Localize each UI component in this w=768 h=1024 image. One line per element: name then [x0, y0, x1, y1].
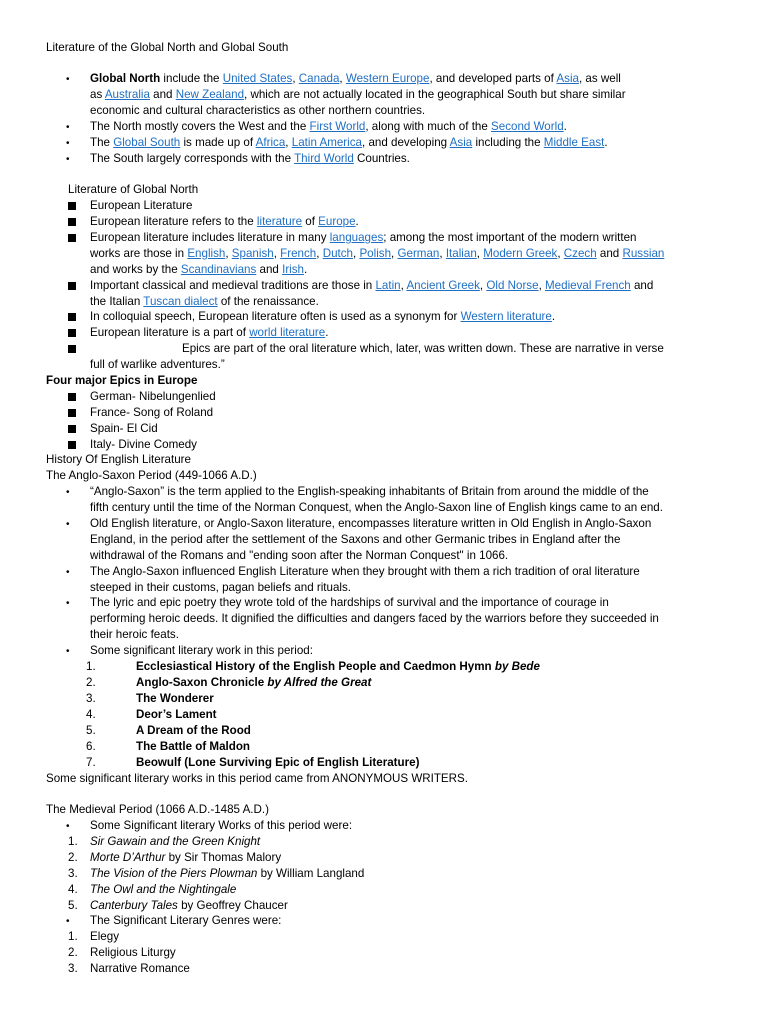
- square-bullet-icon: [68, 313, 76, 321]
- list-number: 2.: [68, 851, 78, 864]
- text-run: Canterbury Tales: [90, 899, 178, 912]
- hyperlink[interactable]: Australia: [104, 88, 150, 101]
- intro-line: [90, 103, 425, 119]
- text-run: The South largely corresponds with the: [90, 152, 295, 165]
- text-run: including the: [472, 136, 544, 149]
- anglo-line: Some significant literary work in this period:: [90, 644, 313, 657]
- text-run: , as well: [578, 72, 621, 85]
- epics-heading: Four major Epics in Europe: [46, 374, 198, 387]
- text-run: of: [302, 215, 319, 228]
- hyperlink[interactable]: Asia: [556, 72, 579, 85]
- intro-line: [90, 87, 626, 103]
- text-run: by Geoffrey Chaucer: [177, 899, 288, 912]
- square-bullet-icon: [68, 234, 76, 242]
- hyperlink[interactable]: Middle East: [543, 136, 605, 149]
- text-run: ,: [339, 72, 346, 85]
- bullet-icon: •: [66, 138, 70, 149]
- genre-item: Narrative Romance: [90, 962, 190, 975]
- text-run: ; among the most important of the modern written: [383, 231, 637, 244]
- north-item: [90, 309, 555, 325]
- hyperlink[interactable]: Ancient Greek: [406, 279, 480, 292]
- anglo-work: [136, 739, 250, 755]
- medieval-work: [90, 850, 281, 866]
- north-item: [90, 294, 319, 310]
- list-number: 1.: [68, 835, 78, 848]
- epic-item: Spain- El Cid: [90, 422, 158, 435]
- list-number: 2.: [86, 676, 96, 689]
- text-run: The Vision of the Piers Plowman: [90, 867, 258, 880]
- text-run: is made up of: [180, 136, 256, 149]
- list-number: 2.: [68, 946, 78, 959]
- hyperlink[interactable]: literature: [256, 215, 303, 228]
- intro-line: [90, 119, 567, 135]
- epic-item: German- Nibelungenlied: [90, 390, 216, 403]
- square-bullet-icon: [68, 425, 76, 433]
- square-bullet-icon: [68, 202, 76, 210]
- hyperlink[interactable]: Irish: [282, 263, 304, 276]
- hyperlink[interactable]: Spanish: [231, 247, 274, 260]
- text-run: The: [90, 136, 114, 149]
- text-run: European literature refers to the: [90, 215, 257, 228]
- anglo-line: fifth century until the time of the Norman Conquest, when the Anglo-Saxon line of English kings came to an end.: [90, 501, 663, 514]
- text-run: of the renaissance.: [217, 295, 319, 308]
- document-title: Literature of the Global North and Global South: [46, 41, 289, 54]
- bullet-icon: •: [66, 154, 70, 165]
- square-bullet-icon: [68, 329, 76, 337]
- bullet-icon: •: [66, 519, 70, 530]
- hyperlink[interactable]: languages: [329, 231, 384, 244]
- list-number: 3.: [68, 867, 78, 880]
- anglo-work: [136, 707, 217, 723]
- anglo-line: steeped in their customs, pagan beliefs and rituals.: [90, 581, 352, 594]
- text-run: ,: [538, 279, 546, 292]
- text-run: , along with much of the: [365, 120, 492, 133]
- text-run: Deor’s Lament: [136, 708, 217, 721]
- bullet-icon: •: [66, 567, 70, 578]
- text-run: The Wonderer: [136, 692, 214, 705]
- hyperlink[interactable]: Russian: [622, 247, 665, 260]
- square-bullet-icon: [68, 393, 76, 401]
- list-number: 5.: [86, 724, 96, 737]
- text-run: Sir Gawain and the Green Knight: [90, 835, 261, 848]
- text-run: , and developing: [362, 136, 450, 149]
- text-run: European literature is a part of: [90, 326, 250, 339]
- hyperlink[interactable]: Asia: [449, 136, 473, 149]
- medieval-work: [90, 866, 364, 882]
- text-run: .: [551, 310, 556, 323]
- text-run: ,: [476, 247, 484, 260]
- north-item: [90, 214, 359, 230]
- bullet-icon: •: [66, 122, 70, 133]
- hyperlink[interactable]: Europe: [318, 215, 356, 228]
- text-run: The Owl and the Nightingale: [90, 883, 237, 896]
- text-run: The Battle of Maldon: [136, 740, 251, 753]
- hyperlink[interactable]: Modern Greek: [483, 247, 558, 260]
- text-run: the Italian: [90, 295, 144, 308]
- history-heading: History Of English Literature: [46, 453, 191, 466]
- text-run: Anglo-Saxon Chronicle: [136, 676, 268, 689]
- text-run: The North mostly covers the West and the: [90, 120, 310, 133]
- epic-item: Italy- Divine Comedy: [90, 438, 197, 451]
- text-run: ,: [353, 247, 360, 260]
- text-run: ,: [285, 136, 292, 149]
- text-run: by Sir Thomas Malory: [165, 851, 282, 864]
- text-run: ,: [479, 279, 487, 292]
- north-item: [182, 341, 664, 357]
- text-run: by Bede: [494, 660, 540, 673]
- anglo-work: [136, 723, 251, 739]
- text-run: and: [596, 247, 623, 260]
- text-run: by William Langland: [257, 867, 365, 880]
- text-run: as: [90, 88, 105, 101]
- text-run: A Dream of the Rood: [136, 724, 251, 737]
- hyperlink[interactable]: Latin America: [291, 136, 362, 149]
- square-bullet-icon: [68, 282, 76, 290]
- list-number: 1.: [68, 930, 78, 943]
- list-number: 6.: [86, 740, 96, 753]
- hyperlink[interactable]: Italian: [445, 247, 477, 260]
- text-run: include the: [160, 72, 223, 85]
- list-number: 5.: [68, 899, 78, 912]
- list-number: 4.: [86, 708, 96, 721]
- square-bullet-icon: [68, 409, 76, 417]
- text-run: ,: [292, 72, 299, 85]
- hyperlink[interactable]: Scandinavians: [180, 263, 257, 276]
- bullet-icon: •: [66, 74, 70, 85]
- list-number: 7.: [86, 756, 96, 769]
- text-run: Countries.: [353, 152, 410, 165]
- bullet-icon: •: [66, 598, 70, 609]
- hyperlink[interactable]: Global South: [113, 136, 181, 149]
- hyperlink[interactable]: Latin: [375, 279, 401, 292]
- hyperlink[interactable]: Old Norse: [486, 279, 539, 292]
- medieval-heading: The Medieval Period (1066 A.D.-1485 A.D.): [46, 803, 269, 816]
- north-item: [90, 278, 653, 294]
- hyperlink[interactable]: Second World: [491, 120, 564, 133]
- anglo-line: “Anglo-Saxon” is the term applied to the English-speaking inhabitants of Britain from around the middle of the: [90, 485, 649, 498]
- hyperlink[interactable]: Africa: [255, 136, 286, 149]
- medieval-works-heading: Some Significant literary Works of this period were:: [90, 819, 353, 832]
- list-number: 3.: [86, 692, 96, 705]
- text-run: full of warlike adventures.”: [90, 358, 225, 371]
- hyperlink[interactable]: New Zealand: [175, 88, 245, 101]
- text-run: ,: [400, 279, 407, 292]
- medieval-work: [90, 882, 236, 898]
- list-number: 1.: [86, 660, 96, 673]
- text-run: ,: [225, 247, 232, 260]
- hyperlink[interactable]: Canada: [298, 72, 340, 85]
- north-item: [90, 262, 307, 278]
- text-run: Epics are part of the oral literature which, later, was written down. These are narrative in verse: [182, 342, 664, 355]
- text-run: ,: [391, 247, 398, 260]
- hyperlink[interactable]: English: [187, 247, 226, 260]
- intro-line: [90, 71, 621, 87]
- text-run: , which are not actually located in the geographical South but share similar: [244, 88, 626, 101]
- anglo-work: [136, 675, 371, 691]
- text-run: European literature includes literature in many: [90, 231, 330, 244]
- hyperlink[interactable]: Third World: [294, 152, 354, 165]
- anglo-line: withdrawal of the Romans and "ending soon after the Norman Conquest" in 1066.: [90, 549, 509, 562]
- intro-line: [90, 135, 608, 151]
- anglo-line: England, in the period after the settlement of the Saxons and other Germanic tribes in England after the: [90, 533, 621, 546]
- bullet-icon: •: [66, 916, 70, 927]
- hyperlink[interactable]: world literature: [249, 326, 326, 339]
- bullet-icon: •: [66, 487, 70, 498]
- bullet-icon: •: [66, 821, 70, 832]
- epic-item: France- Song of Roland: [90, 406, 214, 419]
- anonymous-note: Some significant literary works in this period came from ANONYMOUS WRITERS.: [46, 772, 468, 785]
- hyperlink[interactable]: Medieval French: [545, 279, 631, 292]
- text-run: Ecclesiastical History of the English People and Caedmon Hymn: [136, 660, 495, 673]
- hyperlink[interactable]: German: [397, 247, 440, 260]
- north-item: [90, 325, 328, 341]
- text-run: In colloquial speech, European literature often is used as a synonym for: [90, 310, 461, 323]
- text-run: by Alfred the Great: [267, 676, 372, 689]
- hyperlink[interactable]: Tuscan dialect: [143, 295, 218, 308]
- anglo-work: [136, 659, 540, 675]
- text-run: Beowulf (Lone Surviving Epic of English Literature): [136, 756, 420, 769]
- genres-heading: The Significant Literary Genres were:: [90, 914, 282, 927]
- genre-item: Religious Liturgy: [90, 946, 176, 959]
- north-item: [90, 198, 192, 214]
- text-run: Important classical and medieval traditions are those in: [90, 279, 376, 292]
- square-bullet-icon: [68, 345, 76, 353]
- text-run: and: [630, 279, 654, 292]
- text-run: Global North: [90, 72, 161, 85]
- anglo-work: [136, 755, 419, 771]
- text-run: .: [304, 263, 308, 276]
- anglo-line: performing heroic deeds. It dignified the difficulties and dangers faced by the warriors before they succeeded in: [90, 612, 659, 625]
- text-run: .: [604, 136, 608, 149]
- list-number: 4.: [68, 883, 78, 896]
- anglo-work: [136, 691, 214, 707]
- anglo-line: The Anglo-Saxon influenced English Literature when they brought with them a rich tradition of oral literature: [90, 565, 640, 578]
- text-run: works are those in: [90, 247, 188, 260]
- bullet-icon: •: [66, 646, 70, 657]
- hyperlink[interactable]: Czech: [563, 247, 597, 260]
- text-run: ,: [439, 247, 446, 260]
- north-heading: Literature of Global North: [68, 183, 199, 196]
- text-run: ,: [557, 247, 564, 260]
- medieval-work: [90, 834, 260, 850]
- north-item: [90, 357, 225, 373]
- hyperlink[interactable]: French: [280, 247, 317, 260]
- hyperlink[interactable]: United States: [222, 72, 293, 85]
- genre-item: Elegy: [90, 930, 120, 943]
- text-run: European Literature: [90, 199, 193, 212]
- list-number: 3.: [68, 962, 78, 975]
- medieval-work: [90, 898, 288, 914]
- text-run: Morte D’Arthur: [90, 851, 166, 864]
- text-run: .: [563, 120, 567, 133]
- hyperlink[interactable]: Dutch: [322, 247, 353, 260]
- hyperlink[interactable]: Western literature: [460, 310, 552, 323]
- anglo-line: Old English literature, or Anglo-Saxon literature, encompasses literature written in Old English in Anglo-Saxon: [90, 517, 652, 530]
- text-run: , and developed parts of: [429, 72, 557, 85]
- text-run: and works by the: [90, 263, 181, 276]
- anglo-heading: The Anglo-Saxon Period (449-1066 A.D.): [46, 469, 257, 482]
- text-run: and: [256, 263, 283, 276]
- intro-line: [90, 151, 410, 167]
- anglo-line: their heroic feats.: [90, 628, 179, 641]
- text-run: and: [149, 88, 176, 101]
- square-bullet-icon: [68, 218, 76, 226]
- square-bullet-icon: [68, 441, 76, 449]
- north-item: [90, 246, 664, 262]
- text-run: .: [325, 326, 329, 339]
- text-run: ,: [316, 247, 323, 260]
- hyperlink[interactable]: Polish: [359, 247, 392, 260]
- text-run: .: [355, 215, 359, 228]
- hyperlink[interactable]: First World: [309, 120, 366, 133]
- north-item: [90, 230, 637, 246]
- hyperlink[interactable]: Western Europe: [345, 72, 430, 85]
- text-run: ,: [273, 247, 281, 260]
- anglo-line: The lyric and epic poetry they wrote told of the hardships of survival and the importance of courage in: [90, 596, 609, 609]
- text-run: economic and cultural characteristics as other northern countries.: [90, 104, 426, 117]
